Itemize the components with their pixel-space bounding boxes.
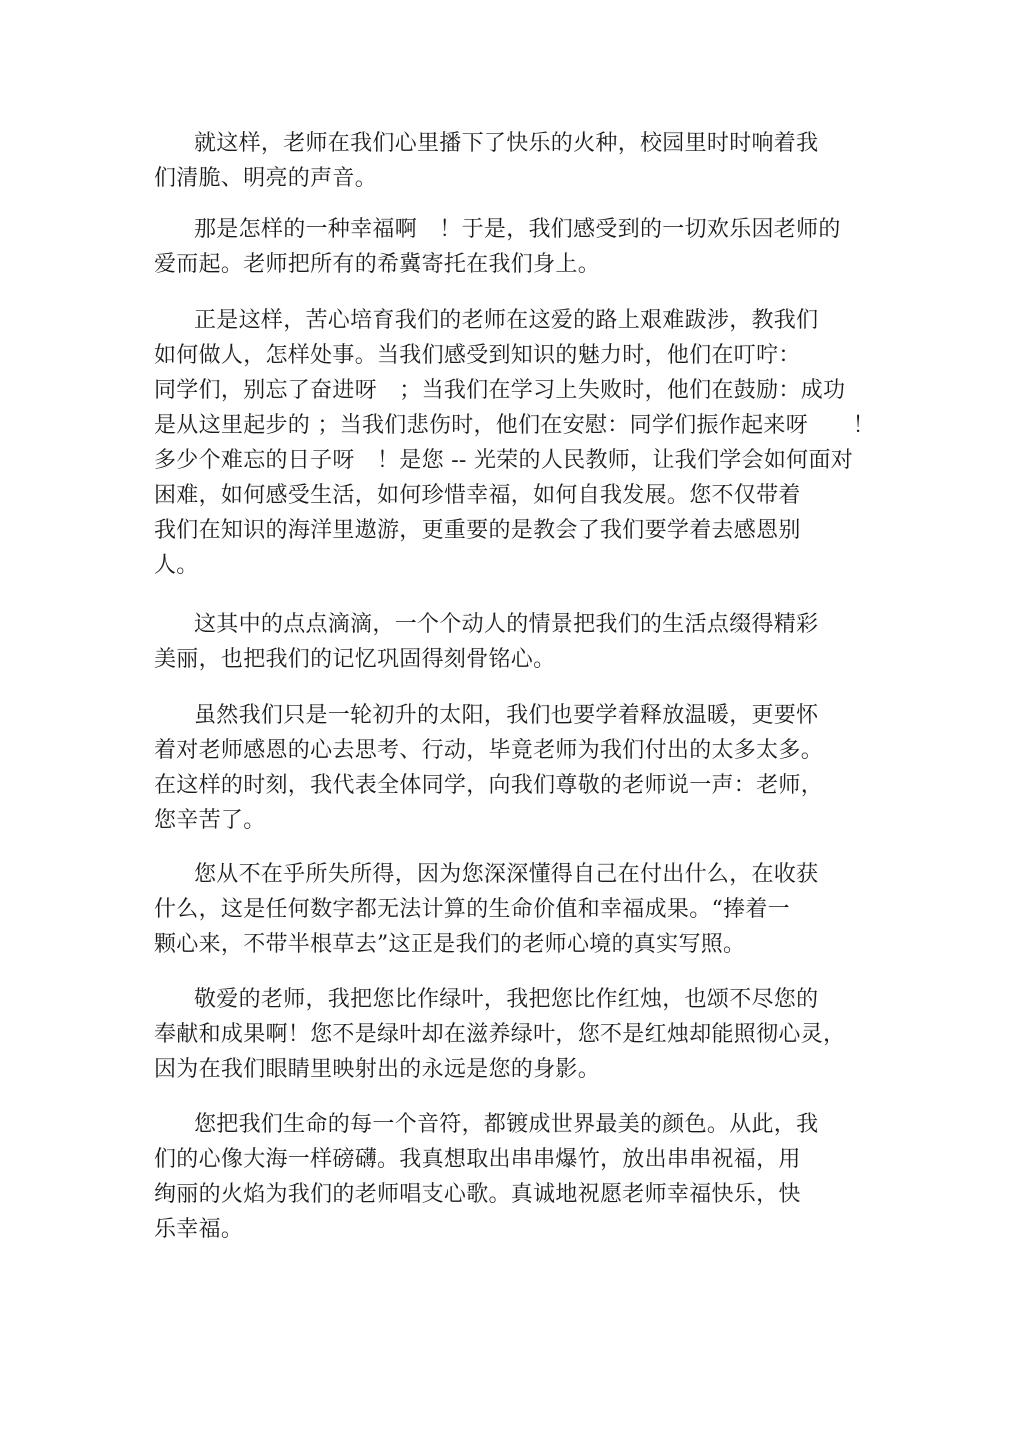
paragraph-line: 这其中的点点滴滴，一个个动人的情景把我们的生活点缀得精彩 (194, 612, 819, 637)
paragraph-line: 多少个难忘的日子呀 ！是您 -- 光荣的人民教师，让我们学会如何面对 (154, 448, 854, 473)
paragraph-line: 什么，这是任何数字都无法计算的生命价值和幸福成果。“捧着一 (154, 897, 790, 922)
paragraph-line: 奉献和成果啊！您不是绿叶却在滋养绿叶，您不是红烛却能照彻心灵， (154, 1022, 846, 1047)
paragraph-line: 您辛苦了。 (154, 808, 266, 833)
paragraph-line: 同学们，别忘了奋进呀 ；当我们在学习上失败时，他们在鼓励：成功 (154, 378, 846, 403)
paragraph-line: 您把我们生命的每一个音符，都镀成世界最美的颜色。从此，我 (194, 1112, 819, 1137)
paragraph-line: 因为在我们眼睛里映射出的永远是您的身影。 (154, 1057, 601, 1082)
paragraph-3 (154, 303, 874, 583)
paragraph-line: 虽然我们只是一轮初升的太阳，我们也要学着释放温暖，更要怀 (194, 703, 819, 728)
paragraph-line: 敬爱的老师，我把您比作绿叶，我把您比作红烛，也颂不尽您的 (194, 987, 819, 1012)
paragraph-line: 绚丽的火焰为我们的老师唱支心歌。真诚地祝愿老师幸福快乐，快 (154, 1182, 801, 1207)
paragraph-line: 困难，如何感受生活，如何珍惜幸福，如何自我发展。您不仅带着 (154, 483, 801, 508)
paragraph-line: 正是这样，苦心培育我们的老师在这爱的路上艰难跋涉，教我们 (194, 308, 819, 333)
paragraph-line: 美丽，也把我们的记忆巩固得刻骨铭心。 (154, 647, 556, 672)
paragraph-line: 们的心像大海一样磅礴。我真想取出串串爆竹，放出串串祝福，用 (154, 1147, 801, 1172)
paragraph-1 (154, 126, 874, 196)
paragraph-line: 们清脆、明亮的声音。 (154, 166, 378, 191)
paragraph-line: 是从这里起步的 ；当我们悲伤时，他们在安慰：同学们振作起来呀 ！ (154, 413, 875, 438)
paragraph-line: 如何做人，怎样处事。当我们感受到知识的魅力时，他们在叮咛： (154, 343, 801, 368)
paragraph-4 (154, 607, 874, 677)
paragraph-line: 人。 (154, 553, 199, 578)
paragraph-line: 就这样，老师在我们心里播下了快乐的火种，校园里时时响着我 (194, 131, 819, 156)
paragraph-7 (154, 982, 874, 1087)
paragraph-line: 爱而起。老师把所有的希冀寄托在我们身上。 (154, 252, 601, 277)
paragraph-line: 您从不在乎所失所得，因为您深深懂得自己在付出什么，在收获 (194, 862, 819, 887)
paragraph-2 (154, 212, 874, 282)
paragraph-line: 那是怎样的一种幸福啊 ！于是，我们感受到的一切欢乐因老师的 (194, 217, 841, 242)
paragraph-line: 在这样的时刻，我代表全体同学，向我们尊敬的老师说一声：老师， (154, 773, 824, 798)
paragraph-5 (154, 698, 874, 838)
paragraph-line: 颗心来，不带半根草去”这正是我们的老师心境的真实写照。 (154, 932, 746, 957)
paragraph-8 (154, 1107, 874, 1247)
paragraph-line: 着对老师感恩的心去思考、行动，毕竟老师为我们付出的太多太多。 (154, 738, 824, 763)
paragraph-line: 乐幸福。 (154, 1217, 244, 1242)
paragraph-line: 我们在知识的海洋里遨游，更重要的是教会了我们要学着去感恩别 (154, 518, 801, 543)
paragraph-6 (154, 857, 874, 962)
